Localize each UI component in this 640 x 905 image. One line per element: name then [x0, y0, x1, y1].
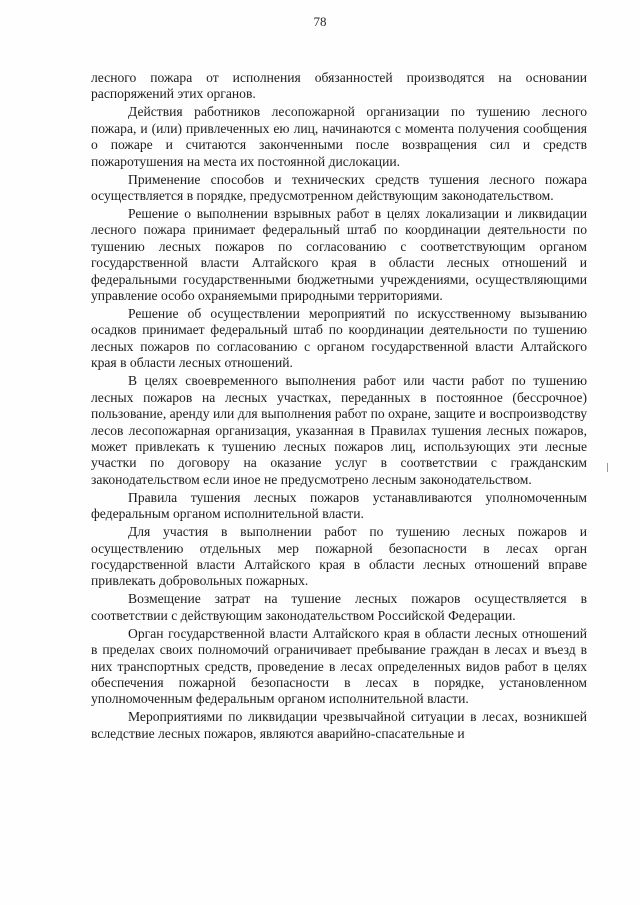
paragraph: Возмещение затрат на тушение лесных пожаров осуществляется в соответствии с действующим законодательством Российской Федерации.: [91, 591, 587, 623]
body-text: [91, 70, 587, 744]
page-number: 78: [313, 14, 327, 29]
paragraph: Правила тушения лесных пожаров устанавливаются уполномоченным федеральным органом исполнительной власти.: [91, 489, 587, 522]
paragraph: Для участия в выполнении работ по тушению лесных пожаров и осуществлению отдельных мер пожарной безопасности в лесах орган государственной власти Алтайского края в области лесных отношений вправе привлекать добровольных пожарных.: [91, 524, 587, 589]
paragraph: Мероприятиями по ликвидации чрезвычайной ситуации в лесах, возникшей вследствие лесных пожаров, являются аварийно-спасательные и: [91, 709, 587, 741]
paragraph: Решение об осуществлении мероприятий по искусственному вызыванию осадков принимает федеральный штаб по координации деятельности по тушению лесных пожаров по согласованию с органом государственной власти Алтайского края в области лесных отношений.: [91, 306, 587, 371]
scan-mark: [607, 463, 608, 472]
paragraph: Действия работников лесопожарной организации по тушению лесного пожара, и (или) привлеченных ею лиц, начинаются с момента получения сообщения о пожаре и считаются законченными после возвращения сил и средств пожаротушения на места их постоянной дислокации.: [91, 104, 587, 169]
paragraph: В целях своевременного выполнения работ или части работ по тушению лесных пожаров на лесных участках, переданных в постоянное (бессрочное) пользование, аренду или для выполнения работ по охране, защите и воспроизводству лесов лесопожарная организация, указанная в Правилах тушения лесных пожаров, может привлекать к тушению лесных пожаров лиц, использующих эти лесные участки по договору на оказание услуг в соответствии с гражданским законодательством если иное не предусмотрено лесным законодательством.: [91, 373, 587, 487]
paragraph: Применение способов и технических средств тушения лесного пожара осуществляется в порядке, предусмотренном действующим законодательством.: [91, 171, 587, 204]
paragraph-continuation: лесного пожара от исполнения обязанностей производятся на основании распоряжений этих органов.: [91, 70, 587, 102]
paragraph: Орган государственной власти Алтайского края в области лесных отношений в пределах своих полномочий ограничивает пребывание граждан в лесах и въезд в них транспортных средств, проведение в лесах определенных видов работ в целях обеспечения пожарной безопасности в лесах в порядке, установленном уполномоченным федеральным органом исполнительной власти.: [91, 625, 587, 707]
paragraph: Решение о выполнении взрывных работ в целях локализации и ликвидации лесного пожара принимает федеральный штаб по координации деятельности по тушению лесных пожаров по согласованию с соответствующим органом государственной власти Алтайского края в области лесных отношений и федеральными государственными бюджетными учреждениями, осуществляющими управление особо охраняемыми природными территориями.: [91, 206, 587, 304]
